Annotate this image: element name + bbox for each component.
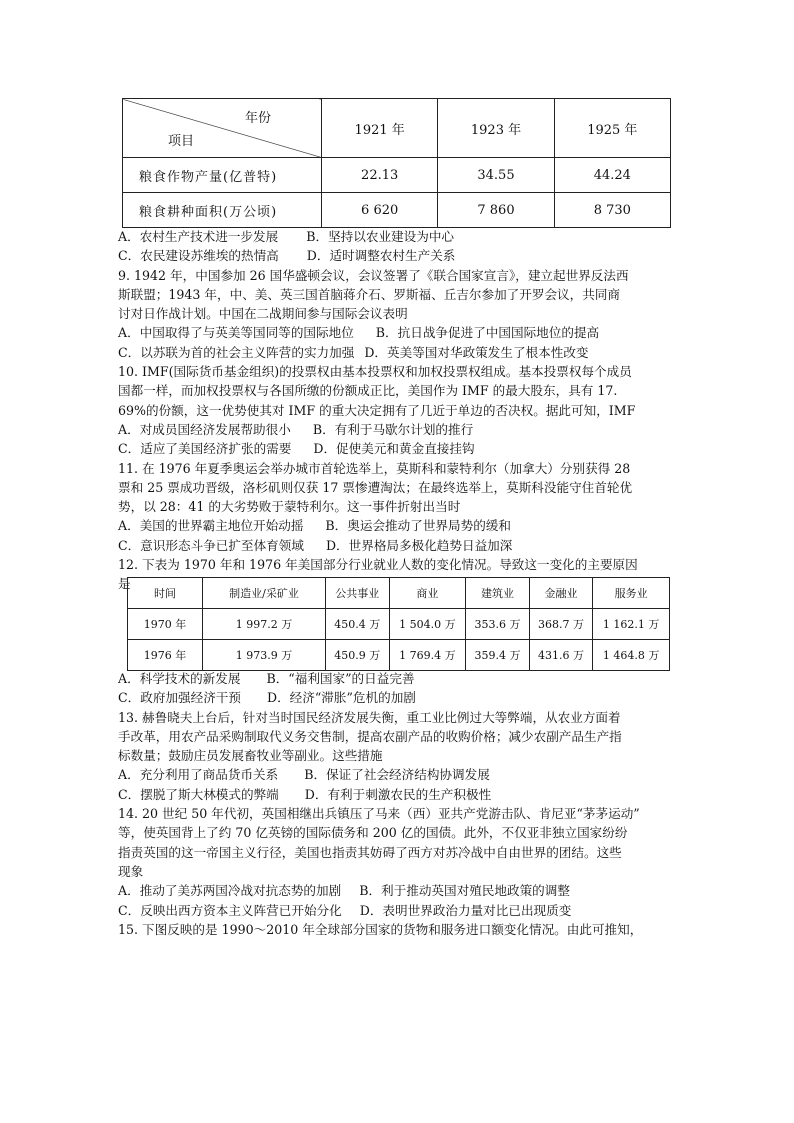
option-d: D．有利于刺激农民的生产积极性 (304, 786, 492, 802)
option-b: B．坚持以农业建设为中心 (306, 229, 455, 244)
table-cell: 1 162.1 万 (593, 609, 670, 640)
table-cell: 431.6 万 (529, 640, 593, 671)
option-line (118, 785, 678, 804)
option-d: D．经济“滞胀”危机的加剧 (266, 690, 416, 706)
question-text: 讨对日作战计划。中国在二战期间参与国际会议表明 (118, 306, 408, 322)
option-b: B．保证了社会经济结构协调发展 (304, 767, 490, 783)
table-header: 服务业 (593, 578, 670, 609)
table-cell: 450.4 万 (326, 609, 390, 640)
table-cell: 1 464.8 万 (593, 640, 670, 671)
question-text: 10. IMF(国际货币基金组织)的投票权由基本投票权和加权投票权组成。基本投票权每个成员 (118, 364, 632, 380)
table-cell: 1 997.2 万 (203, 609, 326, 640)
question-text: 等，使英国背上了约 70 亿英镑的国际债务和 200 亿的国债。此外，不仅亚非独立国家纷纷 (118, 825, 628, 841)
option-line (118, 881, 678, 900)
option-c: C．反映出西方资本主义阵营已开始分化 (118, 902, 342, 918)
grain-table (122, 98, 671, 228)
question-text: 69%的份额，这一优势使其对 IMF 的重大决定拥有了几近于单边的否决权。据此可知，IMF (118, 402, 636, 418)
year-cell: 1923 年 (438, 99, 554, 158)
table-row (128, 640, 670, 671)
questions-block-1 (118, 227, 678, 594)
question-text: 斯联盟；1943 年，中、美、英三国首脑蒋介石、罗斯福、丘吉尔参加了开罗会议，共同商 (118, 286, 621, 302)
diagonal-header-cell (123, 99, 322, 158)
option-d: D．英美等国对华政策发生了根本性改变 (364, 344, 589, 360)
table-header: 时间 (128, 578, 203, 609)
option-line (118, 420, 678, 439)
option-b: B．抗日战争促进了中国国际地位的提高 (375, 325, 600, 341)
table-cell: 359.4 万 (466, 640, 530, 671)
questions-block-2 (118, 669, 678, 939)
option-line (118, 516, 678, 535)
table-row (123, 193, 671, 228)
table-header: 公共事业 (326, 578, 390, 609)
option-c: C．农民建设苏维埃的热情高 (118, 248, 279, 264)
option-c: C．适应了美国经济扩张的需要 (118, 441, 292, 457)
option-line (118, 439, 678, 458)
year-cell: 1921 年 (322, 99, 438, 158)
table-cell: 368.7 万 (529, 609, 593, 640)
option-b: B．有利于马歇尔计划的推行 (312, 421, 474, 437)
question-text: 9. 1942 年，中国参加 26 国华盛顿会议，会议签署了《联合国家宣言》，建立起世界反法西 (118, 267, 629, 283)
question-text: 是 (118, 576, 131, 592)
table-header: 制造业/采矿业 (203, 578, 326, 609)
option-a: A．农村生产技术进一步发展 (118, 229, 279, 244)
option-d: D．表明世界政治力量对比已出现质变 (359, 902, 572, 918)
option-line (118, 536, 678, 555)
table-cell: 44.24 (554, 158, 670, 193)
question-text: 势，以 28：41 的大劣势败于蒙特利尔。这一事件折射出当时 (118, 499, 461, 515)
option-line (118, 246, 678, 265)
option-line (118, 227, 678, 246)
question-text: 手改革，用农产品采购制取代义务交售制，提高农副产品的收购价格；减少农副产品生产指 (118, 728, 622, 744)
option-a: A．推动了美苏两国冷战对抗态势的加剧 (118, 883, 342, 899)
table-header: 建筑业 (466, 578, 530, 609)
question-text: 11. 在 1976 年夏季奥运会举办城市首轮选举上，莫斯科和蒙特利尔（加拿大）分别获得 28 (118, 460, 631, 476)
question-text: 标数量；鼓励庄员发展畜牧业等副业。这些措施 (118, 748, 383, 764)
option-a: A．充分利用了商品货币关系 (118, 767, 279, 783)
option-b: B．奥运会推动了世界局势的缓和 (325, 518, 511, 534)
question-text: 现象 (118, 863, 144, 879)
table-cell: 1 973.9 万 (203, 640, 326, 671)
option-line (118, 323, 678, 342)
header-item-label: 项目 (168, 134, 195, 149)
option-a: A．美国的世界霸主地位开始动摇 (118, 518, 304, 534)
year-cell: 1925 年 (554, 99, 670, 158)
question-text: 15. 下图反映的是 1990～2010 年全球部分国家的货物和服务进口额变化情况。由此可推知， (118, 921, 643, 937)
row-label: 粮食作物产量(亿普特) (123, 158, 322, 193)
option-a: A．中国取得了与英美等国同等的国际地位 (118, 325, 354, 341)
question-text: 14. 20 世纪 50 年代初，英国相继出兵镇压了马来（西）亚共产党游击队、肯尼亚“茅茅运动” (118, 806, 640, 822)
option-line (118, 688, 678, 707)
option-line (118, 669, 678, 688)
option-a: A．对成员国经济发展帮助很小 (118, 421, 291, 437)
table-cell: 7 860 (438, 193, 554, 228)
table-header: 商业 (389, 578, 466, 609)
table-cell: 34.55 (438, 158, 554, 193)
option-c: C．以苏联为首的社会主义阵营的实力加强 (118, 344, 355, 360)
question-text: 12. 下表为 1970 年和 1976 年美国部分行业就业人数的变化情况。导致这一变化的主要原因 (118, 557, 638, 573)
table-cell: 1 769.4 万 (389, 640, 466, 671)
table-header: 金融业 (529, 578, 593, 609)
option-b: B．利于推动英国对殖民地政策的调整 (359, 883, 570, 899)
question-text: 13. 赫鲁晓夫上台后，针对当时国民经济发展失衡，重工业比例过大等弊端，从农业方面着 (118, 709, 621, 725)
header-year-label: 年份 (244, 111, 271, 126)
table-cell: 353.6 万 (466, 609, 530, 640)
option-c: C．意识形态斗争已扩至体育领域 (118, 537, 304, 553)
question-text: 票和 25 票成功晋级，洛杉矶则仅获 17 票惨遭淘汰；在最终选举上，莫斯科没能守住首轮优 (118, 479, 633, 495)
row-label: 粮食耕种面积(万公顷) (123, 193, 322, 228)
table-cell: 6 620 (322, 193, 438, 228)
question-text: 国都一样，而加权投票权与各国所缴的份额成正比，美国作为 IMF 的最大股东，具有 17. (118, 383, 618, 399)
option-d: D．促使美元和黄金直接挂钩 (313, 441, 475, 457)
table-cell: 8 730 (554, 193, 670, 228)
option-c: C．摆脱了斯大林模式的弊端 (118, 786, 279, 802)
table-cell: 22.13 (322, 158, 438, 193)
table-cell: 450.9 万 (326, 640, 390, 671)
option-d: D．世界格局多极化趋势日益加深 (325, 537, 513, 553)
option-line (118, 765, 678, 784)
table-row (128, 609, 670, 640)
employment-table (127, 577, 670, 671)
option-line (118, 343, 678, 362)
option-line (118, 901, 678, 920)
option-b: B．“福利国家”的日益完善 (266, 671, 415, 686)
option-c: C．政府加强经济干预 (118, 690, 241, 706)
table-row (123, 158, 671, 193)
table-cell: 1 504.0 万 (389, 609, 466, 640)
table-cell: 1976 年 (128, 640, 203, 671)
question-text: 指责英国的这一帝国主义行径，美国也指责其妨碍了西方对苏冷战中自由世界的团结。这些 (118, 844, 622, 860)
table-cell: 1970 年 (128, 609, 203, 640)
option-d: D．适时调整农村生产关系 (306, 248, 456, 264)
option-a: A．科学技术的新发展 (118, 671, 241, 686)
